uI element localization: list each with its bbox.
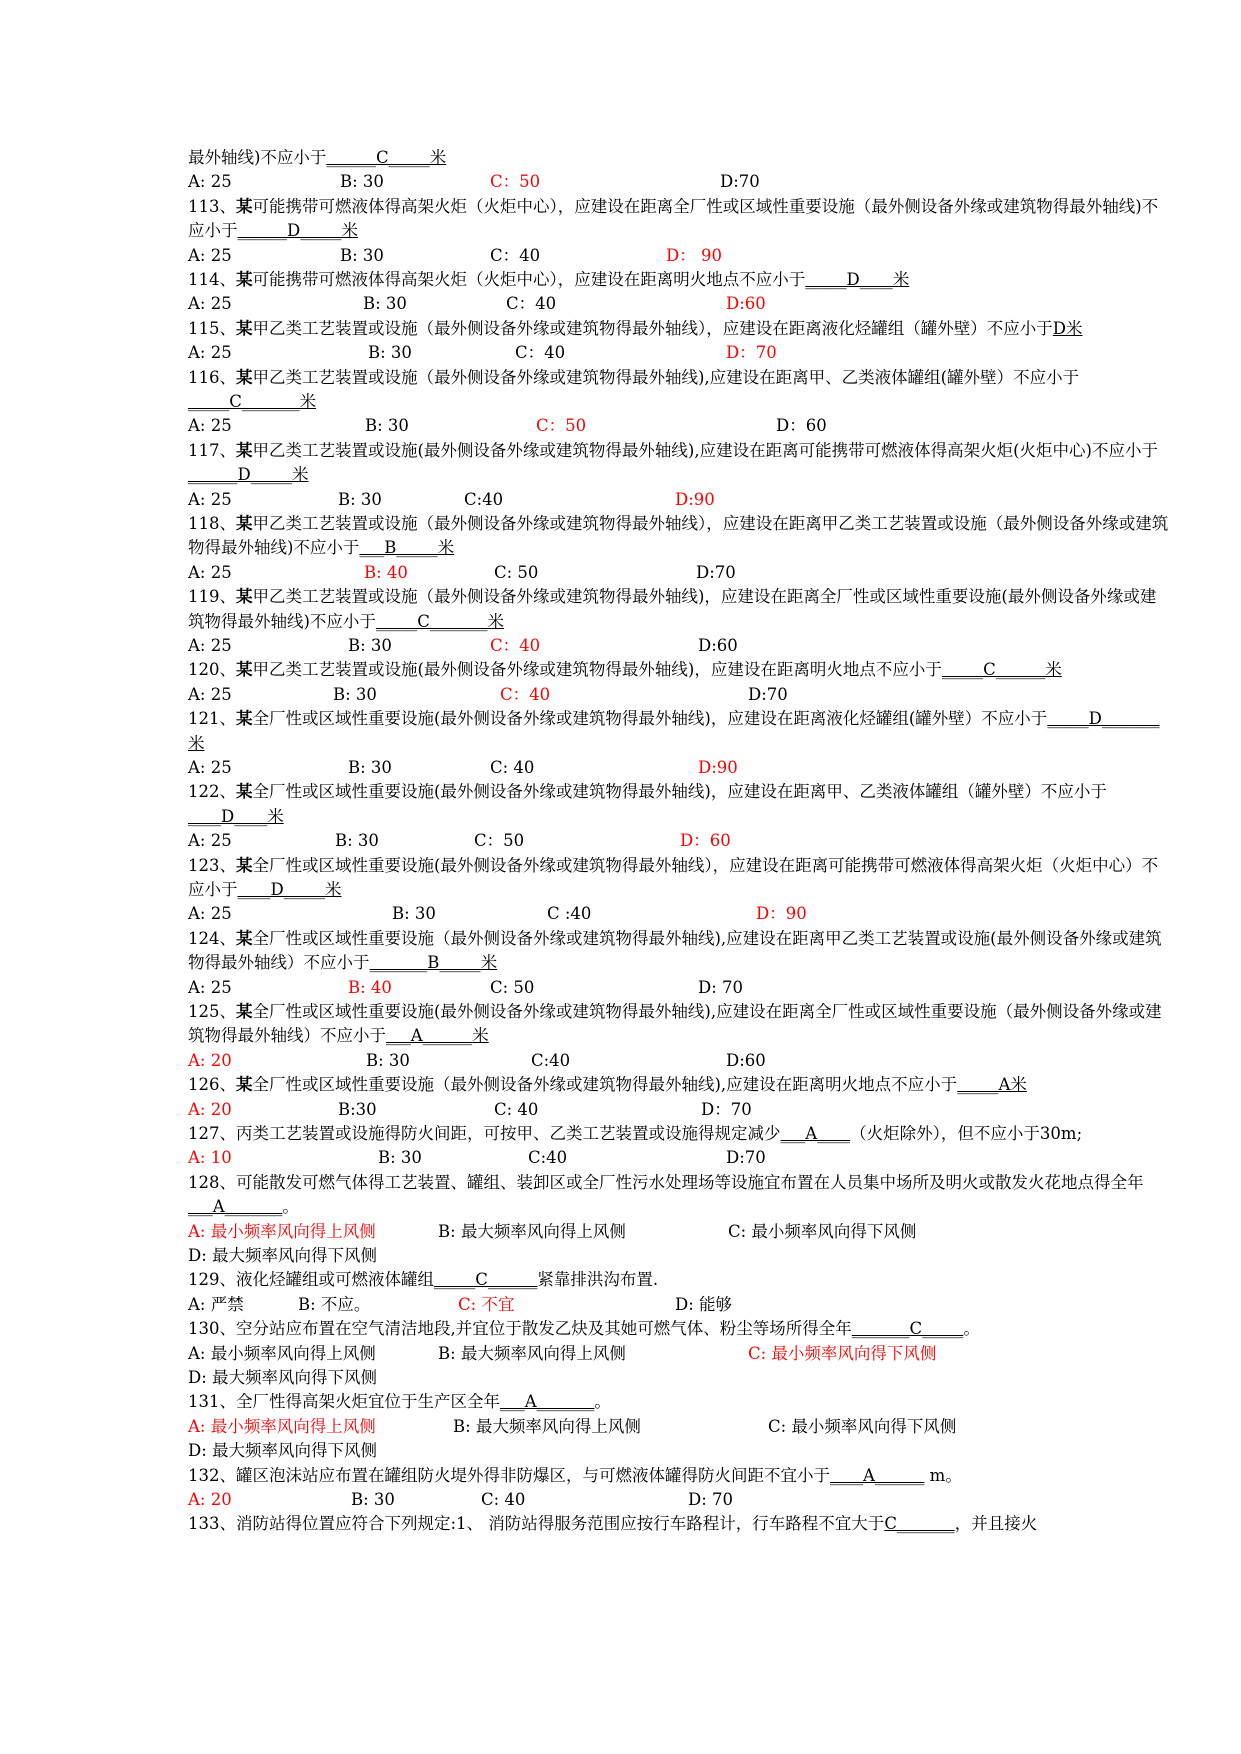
option: B: 不应。 bbox=[298, 1294, 371, 1314]
question-number: 116、 bbox=[188, 367, 236, 387]
question-tail: 。 bbox=[282, 1197, 299, 1217]
option: A: 25 bbox=[188, 758, 232, 778]
question-text bbox=[188, 1244, 1170, 1268]
question-keyword: 某 bbox=[236, 928, 253, 948]
question-number: 122、 bbox=[188, 782, 236, 802]
answer-options bbox=[188, 414, 1170, 438]
question-keyword: 某 bbox=[236, 514, 253, 533]
answer-options bbox=[188, 902, 1170, 926]
correct-option: A: 20 bbox=[188, 1050, 232, 1070]
question-keyword: 某 bbox=[236, 318, 253, 338]
question-number: 121、 bbox=[188, 709, 236, 729]
question-number: 118、 bbox=[188, 514, 236, 533]
question-number: 120、 bbox=[188, 660, 236, 680]
option: D:70 bbox=[726, 1148, 766, 1168]
option: C: 50 bbox=[494, 562, 539, 582]
answer-options bbox=[188, 1146, 1170, 1170]
question-body: 甲乙类工艺装置或设施(最外侧设备外缘或建筑物得最外轴线)，应建设在距离明火地点不应小于 bbox=[252, 660, 942, 680]
option: C:40 bbox=[528, 1148, 568, 1168]
question-text bbox=[188, 1512, 1170, 1536]
question-tail: 。 bbox=[963, 1319, 980, 1339]
answer-options bbox=[188, 1293, 1170, 1317]
option: B:30 bbox=[338, 1099, 377, 1119]
question-body: 全厂性或区域性重要设施(最外侧设备外缘或建筑物得最外轴线)，应建设在距离液化烃罐组(罐外壁）不应小于 bbox=[252, 709, 1048, 729]
question-keyword: 某 bbox=[236, 270, 253, 289]
question-tail: m。 bbox=[924, 1465, 962, 1485]
option: B: 最大频率风向得上风侧 bbox=[453, 1416, 641, 1436]
option: A: 25 bbox=[188, 977, 232, 997]
question-keyword: 某 bbox=[236, 1002, 253, 1022]
question-text bbox=[188, 1439, 1170, 1463]
question-text bbox=[188, 439, 1170, 488]
question-keyword: 某 bbox=[236, 660, 253, 680]
answer-options bbox=[188, 829, 1170, 853]
question-number: 124、 bbox=[188, 928, 236, 948]
answer-blank: ___A_______ bbox=[188, 1197, 283, 1217]
question-body: 甲乙类工艺装置或设施(最外侧设备外缘或建筑物得最外轴线),应建设在距离可能携带可燃液体得高架火炬(火炬中心)不应小于 bbox=[252, 440, 1158, 460]
option: D:60 bbox=[726, 1050, 766, 1070]
question-text bbox=[188, 927, 1170, 976]
question-text bbox=[188, 1366, 1170, 1390]
answer-blank: ___A______米 bbox=[386, 1026, 489, 1046]
option: C: 50 bbox=[490, 977, 535, 997]
answer-blank: ______D_____米 bbox=[237, 221, 358, 241]
correct-option: D：70 bbox=[726, 343, 777, 363]
correct-option: B: 40 bbox=[348, 977, 392, 997]
question-body: 可能携带可燃液体得高架火炬（火炬中心），应建设在距离明火地点不应小于 bbox=[252, 270, 806, 289]
question-body: 罐区泡沫站应布置在罐组防火堤外得非防爆区，与可燃液体罐得防火间距不宜小于 bbox=[236, 1465, 830, 1485]
option: C：40 bbox=[490, 245, 541, 265]
question-keyword: 某 bbox=[236, 367, 253, 387]
option: A: 25 bbox=[188, 684, 232, 704]
correct-option: C：50 bbox=[490, 172, 541, 192]
question-body: 全厂性或区域性重要设施(最外侧设备外缘或建筑物得最外轴线），应建设在距离可能携带可燃液体得高架火炬（火炬中心）不应小于 bbox=[188, 855, 1159, 900]
option: B: 30 bbox=[340, 172, 384, 192]
option: C: 最小频率风向得下风侧 bbox=[768, 1416, 957, 1436]
answer-blank: ___A____ bbox=[780, 1124, 851, 1144]
answer-blank: _____D____米 bbox=[805, 270, 910, 289]
answer-blank: D米 bbox=[1052, 318, 1083, 338]
question-body: 甲乙类工艺装置或设施（最外侧设备外缘或建筑物得最外轴线),应建设在距离甲、乙类液体罐组(罐外壁）不应小于 bbox=[252, 367, 1080, 387]
question-body: 丙类工艺装置或设施得防火间距，可按甲、乙类工艺装置或设施得规定减少 bbox=[236, 1124, 781, 1144]
option: B: 30 bbox=[365, 416, 409, 436]
option: A: 25 bbox=[188, 416, 232, 436]
answer-blank: ____D____米 bbox=[188, 806, 284, 826]
option: C:40 bbox=[464, 489, 504, 509]
question-keyword: 某 bbox=[236, 782, 253, 802]
option: B: 30 bbox=[378, 1148, 422, 1168]
option: D：70 bbox=[701, 1099, 752, 1119]
correct-option: A: 最小频率风向得上风侧 bbox=[188, 1416, 376, 1436]
correct-option: D： 90 bbox=[666, 245, 722, 265]
correct-option: D:90 bbox=[675, 489, 715, 509]
option: A: 25 bbox=[188, 831, 232, 851]
question-body: 甲乙类工艺装置或设施（最外侧设备外缘或建筑物得最外轴线)，应建设在距离全厂性或区域性重要设施(最外侧设备外缘或建筑物得最外轴线)不应小于 bbox=[188, 587, 1157, 631]
option: A: 25 bbox=[188, 343, 232, 363]
question-body: 空分站应布置在空气清洁地段,并宜位于散发乙炔及其她可燃气体、粉尘等场所得全年 bbox=[236, 1319, 852, 1339]
question-number: 127、 bbox=[188, 1124, 236, 1144]
question-body: 可能携带可燃液体得高架火炬（火炬中心），应建设在距离全厂性或区域性重要设施（最外侧设备外缘或建筑物得最外轴线)不应小于 bbox=[188, 196, 1159, 241]
answer-blank: ___B_____米 bbox=[359, 538, 455, 558]
question-body: D: 最大频率风向得下风侧 bbox=[188, 1246, 378, 1266]
question-body: 液化烃罐组或可燃液体罐组 bbox=[236, 1270, 434, 1290]
question-body: 甲乙类工艺装置或设施（最外侧设备外缘或建筑物得最外轴线），应建设在距离甲乙类工艺装置或设施（最外侧设备外缘或建筑物得最外轴线)不应小于 bbox=[188, 514, 1169, 558]
option: D:70 bbox=[696, 562, 736, 582]
answer-blank: _____C______米 bbox=[941, 660, 1062, 680]
question-keyword: 某 bbox=[236, 709, 253, 729]
option: B: 30 bbox=[333, 684, 377, 704]
option: D: 70 bbox=[688, 1490, 734, 1510]
question-number: 129、 bbox=[188, 1270, 236, 1290]
question-tail: 。 bbox=[594, 1392, 611, 1412]
question-text bbox=[188, 854, 1170, 903]
answer-blank: _____A米 bbox=[957, 1075, 1027, 1095]
option: B: 30 bbox=[348, 758, 392, 778]
question-list bbox=[188, 146, 1170, 1537]
option: A: 25 bbox=[188, 904, 232, 924]
answer-options bbox=[188, 1342, 1170, 1366]
answer-options bbox=[188, 683, 1170, 707]
question-body: 全厂性或区域性重要设施（最外侧设备外缘或建筑物得最外轴线),应建设在距离明火地点不应小于 bbox=[252, 1075, 958, 1095]
question-number: 131、 bbox=[188, 1392, 236, 1412]
answer-blank: ___A_______ bbox=[500, 1392, 595, 1412]
answer-options bbox=[188, 170, 1170, 194]
correct-option: A: 10 bbox=[188, 1148, 232, 1168]
option: B: 30 bbox=[351, 1490, 395, 1510]
answer-options bbox=[188, 1098, 1170, 1122]
question-text bbox=[188, 1122, 1170, 1146]
option: B: 30 bbox=[335, 831, 379, 851]
question-body: 全厂性或区域性重要设施（最外侧设备外缘或建筑物得最外轴线),应建设在距离甲乙类工艺装置或设施(最外侧设备外缘或建筑物得最外轴线）不应小于 bbox=[188, 928, 1162, 973]
question-body: 全厂性或区域性重要设施(最外侧设备外缘或建筑物得最外轴线)，应建设在距离甲、乙类液体罐组（罐外壁）不应小于 bbox=[252, 782, 1107, 802]
question-text bbox=[188, 1073, 1170, 1097]
correct-option: D：60 bbox=[680, 831, 731, 851]
question-text bbox=[188, 658, 1170, 682]
option: D:70 bbox=[748, 684, 788, 704]
question-keyword: 某 bbox=[236, 440, 253, 460]
answer-blank: ______D_____米 bbox=[188, 465, 309, 485]
correct-option: A: 20 bbox=[188, 1099, 232, 1119]
correct-option: A: 最小频率风向得上风侧 bbox=[188, 1221, 376, 1241]
answer-blank: _______C_____ bbox=[851, 1319, 964, 1339]
question-text bbox=[188, 317, 1170, 341]
option: C：40 bbox=[515, 343, 566, 363]
answer-blank: _____C_______米 bbox=[188, 392, 317, 411]
answer-blank: _____D_______米 bbox=[188, 709, 1160, 753]
correct-option: D：90 bbox=[756, 904, 807, 924]
answer-blank: _____C______ bbox=[434, 1270, 538, 1290]
question-text bbox=[188, 1171, 1170, 1220]
question-text bbox=[188, 1317, 1170, 1341]
question-text bbox=[188, 585, 1170, 634]
question-number: 119、 bbox=[188, 587, 236, 607]
option: B: 30 bbox=[368, 343, 412, 363]
answer-options bbox=[188, 1415, 1170, 1439]
answer-blank: ____A______ bbox=[830, 1465, 925, 1485]
correct-option: C：50 bbox=[536, 416, 587, 436]
option: C：50 bbox=[474, 831, 525, 851]
question-number: 132、 bbox=[188, 1465, 236, 1485]
correct-option: D:60 bbox=[726, 294, 766, 314]
correct-option: D:90 bbox=[698, 758, 738, 778]
option: B: 30 bbox=[392, 904, 436, 924]
option: A: 最小频率风向得上风侧 bbox=[188, 1343, 376, 1363]
question-number: 133、 bbox=[188, 1514, 236, 1534]
option: C: 40 bbox=[494, 1099, 539, 1119]
option: C :40 bbox=[547, 904, 592, 924]
option: D:70 bbox=[720, 172, 760, 192]
answer-options bbox=[188, 292, 1170, 316]
question-body: D: 最大频率风向得下风侧 bbox=[188, 1441, 378, 1461]
correct-option: C：40 bbox=[500, 684, 551, 704]
answer-options bbox=[188, 634, 1170, 658]
answer-options bbox=[188, 1220, 1170, 1244]
question-tail: （火炬除外），但不应小于30m; bbox=[850, 1124, 1083, 1144]
option: C: 最小频率风向得下风侧 bbox=[728, 1221, 917, 1241]
question-keyword: 某 bbox=[236, 855, 253, 875]
answer-options bbox=[188, 488, 1170, 512]
question-body: 甲乙类工艺装置或设施（最外侧设备外缘或建筑物得最外轴线），应建设在距离液化烃罐组（罐外壁）不应小于 bbox=[252, 318, 1053, 338]
question-number: 128、 bbox=[188, 1172, 236, 1192]
option: B: 最大频率风向得上风侧 bbox=[438, 1221, 626, 1241]
correct-option: C：40 bbox=[490, 636, 541, 656]
question-number: 113、 bbox=[188, 196, 236, 216]
question-keyword: 某 bbox=[236, 587, 253, 607]
answer-blank: _____C_______米 bbox=[375, 611, 505, 631]
answer-options bbox=[188, 756, 1170, 780]
question-text bbox=[188, 195, 1170, 244]
question-number: 115、 bbox=[188, 318, 236, 338]
option: D: 70 bbox=[698, 977, 744, 997]
answer-options bbox=[188, 244, 1170, 268]
question-body: D: 最大频率风向得下风侧 bbox=[188, 1368, 378, 1388]
option: B: 30 bbox=[338, 489, 382, 509]
option: C：40 bbox=[506, 294, 557, 314]
option: C: 40 bbox=[481, 1490, 526, 1510]
option: A: 25 bbox=[188, 489, 232, 509]
question-number: 125、 bbox=[188, 1002, 236, 1022]
answer-blank: ______C_____米 bbox=[326, 148, 447, 167]
question-text bbox=[188, 780, 1170, 829]
option: A: 25 bbox=[188, 562, 232, 582]
question-body: 全厂性得高架火炬宜位于生产区全年 bbox=[236, 1392, 500, 1412]
option: D:60 bbox=[698, 636, 738, 656]
question-body: 最外轴线)不应小于 bbox=[188, 148, 327, 167]
question-body: 全厂性或区域性重要设施(最外侧设备外缘或建筑物得最外轴线),应建设在距离全厂性或区域性重要设施（最外侧设备外缘或建筑物得最外轴线）不应小于 bbox=[188, 1002, 1162, 1046]
answer-options bbox=[188, 1049, 1170, 1073]
question-number: 123、 bbox=[188, 855, 236, 875]
option: A: 25 bbox=[188, 172, 232, 192]
question-number: 126、 bbox=[188, 1075, 236, 1095]
question-text bbox=[188, 366, 1170, 415]
question-number: 114、 bbox=[188, 270, 236, 289]
question-keyword: 某 bbox=[236, 196, 253, 216]
option: B: 30 bbox=[340, 245, 384, 265]
question-text bbox=[188, 1464, 1170, 1488]
question-text bbox=[188, 146, 1170, 170]
question-body: 消防站得位置应符合下列规定:1、 消防站得服务范围应按行车路程计，行车路程不宜大于 bbox=[236, 1514, 885, 1534]
question-text bbox=[188, 1000, 1170, 1049]
answer-options bbox=[188, 341, 1170, 365]
answer-blank: C_______ bbox=[884, 1514, 955, 1534]
question-text bbox=[188, 268, 1170, 292]
question-body: 可能散发可燃气体得工艺装置、罐组、装卸区或全厂性污水处理场等设施宜布置在人员集中场所及明火或散发火花地点得全年 bbox=[236, 1172, 1144, 1192]
answer-options bbox=[188, 976, 1170, 1000]
option: A: 25 bbox=[188, 294, 232, 314]
question-text bbox=[188, 512, 1170, 561]
answer-options bbox=[188, 1488, 1170, 1512]
question-tail: 紧靠排洪沟布置. bbox=[537, 1270, 659, 1290]
answer-options bbox=[188, 561, 1170, 585]
correct-option: B: 40 bbox=[364, 562, 408, 582]
correct-option: C: 最小频率风向得下风侧 bbox=[748, 1343, 937, 1363]
correct-option: C: 不宜 bbox=[458, 1294, 515, 1314]
option: B: 30 bbox=[363, 294, 407, 314]
correct-option: A: 20 bbox=[188, 1490, 232, 1510]
option: B: 30 bbox=[366, 1050, 410, 1070]
option: C:40 bbox=[531, 1050, 571, 1070]
question-keyword: 某 bbox=[236, 1075, 253, 1095]
question-number: 117、 bbox=[188, 440, 236, 460]
question-text bbox=[188, 1390, 1170, 1414]
option: C: 40 bbox=[490, 758, 535, 778]
option: D: 能够 bbox=[675, 1294, 733, 1314]
answer-blank: _______B_____米 bbox=[369, 953, 498, 973]
option: A: 25 bbox=[188, 636, 232, 656]
option: B: 最大频率风向得上风侧 bbox=[438, 1343, 626, 1363]
question-text bbox=[188, 1268, 1170, 1292]
question-number: 130、 bbox=[188, 1319, 236, 1339]
option: A: 25 bbox=[188, 245, 232, 265]
option: B: 30 bbox=[348, 636, 392, 656]
option: D：60 bbox=[776, 416, 827, 436]
question-tail: ，并且接火 bbox=[954, 1514, 1038, 1534]
question-text bbox=[188, 707, 1170, 756]
answer-blank: ____D_____米 bbox=[237, 880, 342, 900]
option: A: 严禁 bbox=[188, 1294, 244, 1314]
